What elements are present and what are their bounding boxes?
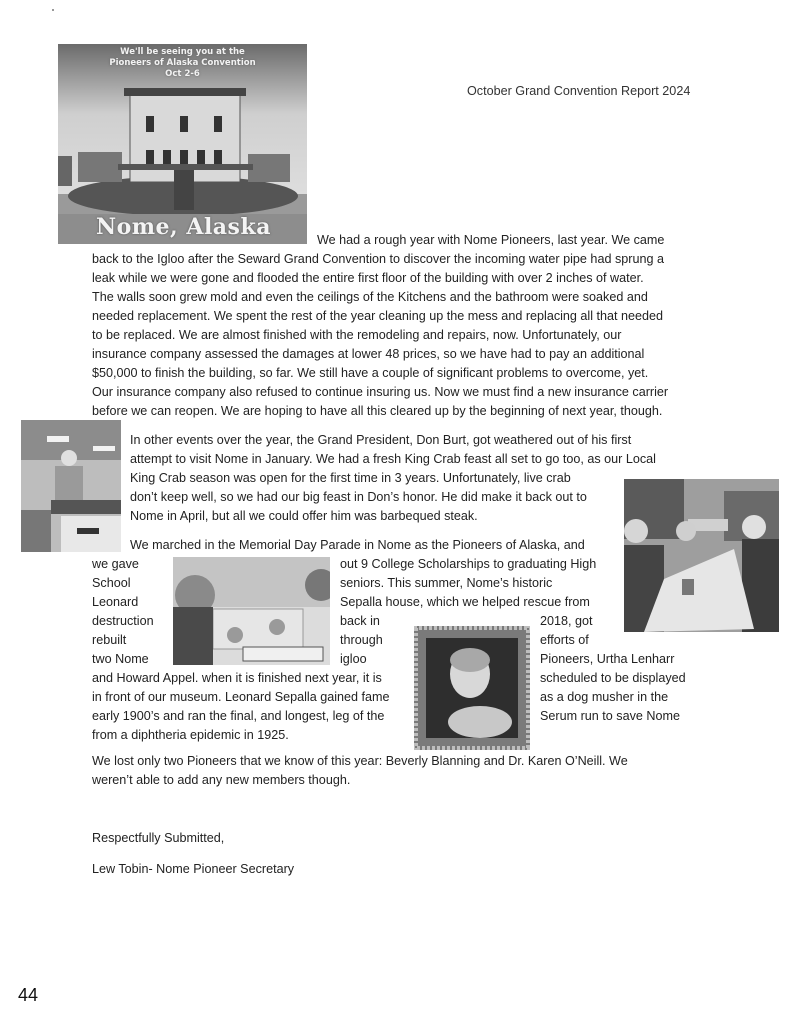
text-line: School [92, 576, 131, 590]
banner-line: We'll be seeing you at the [120, 47, 245, 57]
photo-don-burt [21, 420, 121, 552]
text-line: scheduled to be displayed [540, 671, 686, 685]
text-line: 2018, got [540, 614, 593, 628]
closing-salutation: Respectfully Submitted, [92, 831, 225, 845]
text-line: and Howard Appel. when it is finished next year, it is [92, 671, 382, 685]
text-line: Our insurance company also refused to continue insuring us. Now we must find a new insurance carrier [92, 385, 669, 399]
text-line: Sepalla house, which we helped rescue from [340, 595, 590, 609]
text-line: rebuilt [92, 633, 127, 647]
text-line: leak while we were gone and flooded the entire first floor of the building with over 2 inches of water. [92, 271, 644, 285]
text-line: we gave [92, 557, 139, 571]
photo-crab-feast [624, 479, 779, 632]
photo-memorial-day-parade [173, 557, 330, 665]
text-line: Serum run to save Nome [540, 709, 680, 723]
text-line: as a dog musher in the [540, 690, 669, 704]
header-photo-nome-igloo [58, 44, 307, 244]
text-line: igloo [340, 652, 367, 666]
text-line: in front of our museum. Leonard Sepalla gained fame [92, 690, 390, 704]
text-line: destruction [92, 614, 154, 628]
text-line: We marched in the Memorial Day Parade in Nome as the Pioneers of Alaska, and [130, 538, 585, 552]
page-number: 44 [18, 985, 39, 1005]
text-line: through [340, 633, 383, 647]
signature: Lew Tobin- Nome Pioneer Secretary [92, 862, 295, 876]
text-line: We had a rough year with Nome Pioneers, last year. We came [317, 233, 665, 247]
nome-alaska-caption: Nome, Alaska [96, 214, 271, 240]
text-line: weren’t able to add any new members though. [92, 773, 351, 787]
text-line: Nome in April, but all we could offer him was barbequed steak. [130, 509, 478, 523]
text-line: back in [340, 614, 380, 628]
text-line: In other events over the year, the Grand President, Don Burt, got weathered out of his first [130, 433, 632, 447]
text-line: King Crab season was open for the first time in 3 years. Unfortunately, live crab [130, 471, 571, 485]
text-line: $50,000 to finish the building, so far. We still have a couple of significant problems to overcome, yet. [92, 366, 649, 380]
convention-banner-text [58, 47, 307, 80]
text-line: needed replacement. We spent the rest of the year cleaning up the mess and replacing all that needed [92, 309, 664, 323]
text-line: Leonard [92, 595, 139, 609]
text-line: early 1900’s and ran the final, and longest, leg of the [92, 709, 385, 723]
text-line: We lost only two Pioneers that we know of this year: Beverly Blanning and Dr. Karen O’Neill. We [92, 754, 628, 768]
text-line: attempt to visit Nome in January. We had a fresh King Crab feast all set to go too, as our Local [130, 452, 656, 466]
text-line: out 9 College Scholarships to graduating High [340, 557, 597, 571]
text-line: two Nome [92, 652, 149, 666]
text-line: back to the Igloo after the Seward Grand Convention to discover the incoming water pipe had sprung a [92, 252, 664, 266]
text-line: don’t keep well, so we had our big feast in Don’s honor. He did make it back out to [130, 490, 587, 504]
text-line: from a diphtheria epidemic in 1925. [92, 728, 289, 742]
text-line: to be replaced. We are almost finished with the remodeling and repairs, now. Unfortunately, our [92, 328, 622, 342]
text-line: before we can reopen. We are hoping to have all this cleared up by the beginning of next year, though. [92, 404, 663, 418]
text-line: seniors. This summer, Nome’s historic [340, 576, 553, 590]
text-line: efforts of [540, 633, 589, 647]
banner-line: Oct 2-6 [165, 69, 200, 79]
text-line: Pioneers, Urtha Lenharr [540, 652, 675, 666]
photo-framed-portrait [414, 626, 530, 750]
text-line: The walls soon grew mold and even the ceilings of the Kitchens and the bathroom were soaked and [92, 290, 648, 304]
scan-speck [52, 9, 54, 11]
report-title: October Grand Convention Report 2024 [467, 84, 691, 98]
text-line: insurance company assessed the damages at lower 48 prices, so we have had to pay an additional [92, 347, 645, 361]
banner-line: Pioneers of Alaska Convention [109, 58, 256, 68]
